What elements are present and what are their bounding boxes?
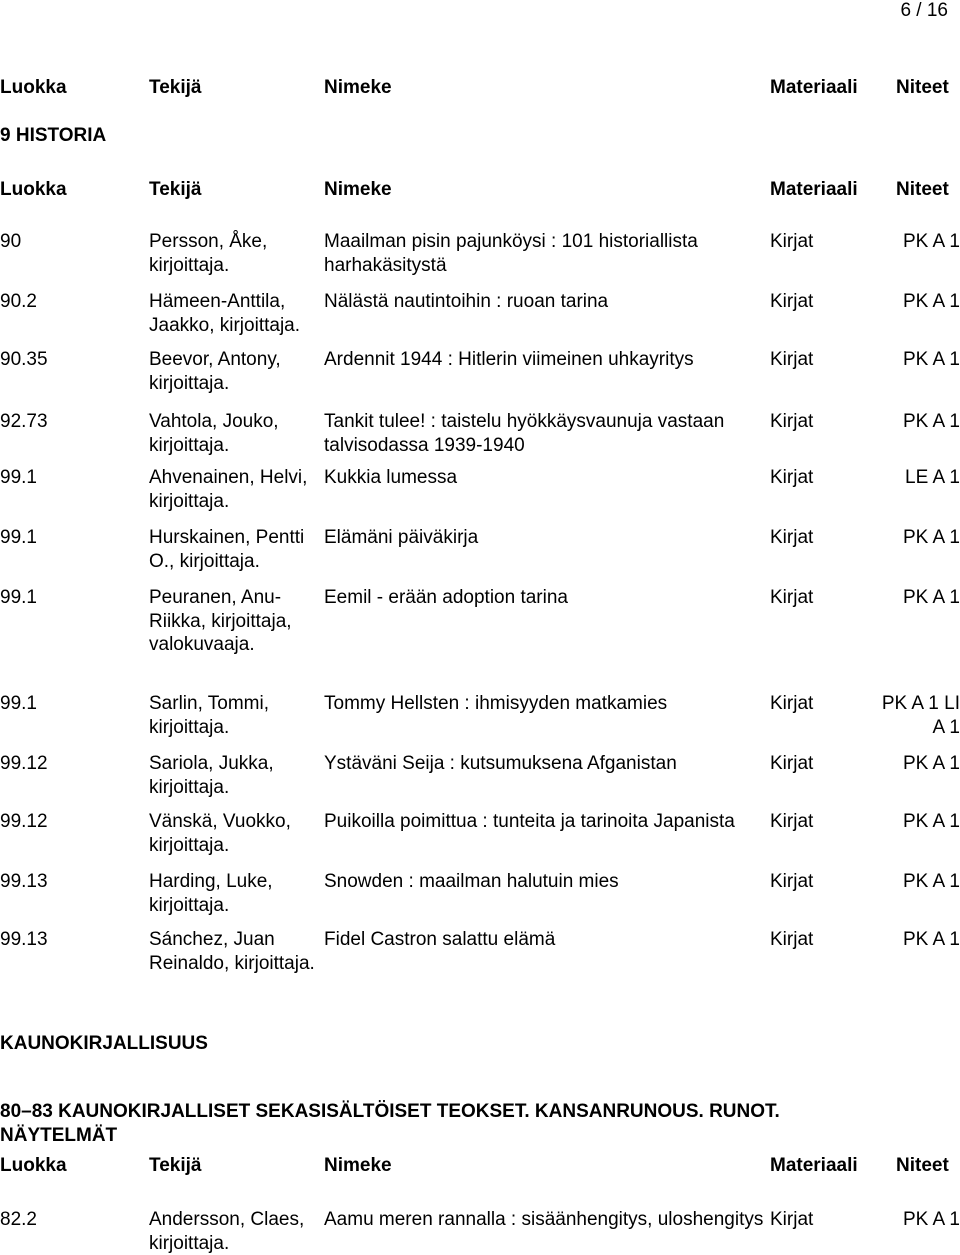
header-niteet: Niteet [896,77,949,98]
cell-notes: PK A 1 [902,527,960,548]
cell-author: Harding, Luke, kirjoittaja. [149,871,273,916]
cell-notes: PK A 1 [902,1209,960,1230]
header-tekija: Tekijä [149,179,202,200]
header-luokka: Luokka [0,1155,67,1176]
cell-notes: PK A 1 [902,753,960,774]
cell-class: 90.35 [0,349,48,370]
section-title-historia: 9 HISTORIA [0,125,107,146]
cell-author: Hämeen-Anttila, Jaakko, kirjoittaja. [149,291,301,336]
cell-notes: PK A 1 [902,587,960,608]
cell-notes: PK A 1 [902,411,960,432]
cell-material: Kirjat [770,411,814,432]
cell-class: 82.2 [0,1209,37,1230]
table-header-top [0,76,960,100]
section-title-kaunokirjallisuus: KAUNOKIRJALLISUUS [0,1033,208,1054]
cell-title: Eemil - erään adoption tarina [324,587,568,608]
cell-author: Peuranen, Anu-Riikka, kirjoittaja, valokuvaaja. [149,587,292,655]
cell-author: Andersson, Claes, kirjoittaja. [149,1209,305,1254]
cell-material: Kirjat [770,587,814,608]
cell-title: Elämäni päiväkirja [324,527,479,548]
cell-notes: LE A 1 [905,467,960,488]
cell-author: Persson, Åke, kirjoittaja. [149,231,268,276]
cell-class: 99.1 [0,527,37,548]
cell-notes: PK A 1 [902,811,960,832]
cell-material: Kirjat [770,693,814,714]
cell-material: Kirjat [770,753,814,774]
cell-class: 99.1 [0,587,37,608]
table-header-kaunokirjallisuus [0,1154,960,1178]
cell-material: Kirjat [770,871,814,892]
cell-class: 99.12 [0,753,48,774]
cell-title: Ystäväni Seija : kutsumuksena Afganistan [324,753,677,774]
cell-class: 90 [0,231,22,252]
cell-notes: PK A 1 LI A 1 [881,693,960,738]
cell-title: Fidel Castron salattu elämä [324,929,556,950]
cell-material: Kirjat [770,811,814,832]
cell-material: Kirjat [770,349,814,370]
header-materiaali: Materiaali [770,179,858,200]
cell-title: Tankit tulee! : taistelu hyökkäysvaunuja vastaan talvisodassa 1939-1940 [324,411,725,456]
header-materiaali: Materiaali [770,77,858,98]
header-nimeke: Nimeke [324,77,392,98]
cell-title: Nälästä nautintoihin : ruoan tarina [324,291,609,312]
cell-notes: PK A 1 [902,871,960,892]
cell-notes: PK A 1 [902,349,960,370]
cell-title: Tommy Hellsten : ihmisyyden matkamies [324,693,668,714]
header-niteet: Niteet [896,179,949,200]
cell-material: Kirjat [770,1209,814,1230]
table-header-historia [0,178,960,202]
cell-material: Kirjat [770,467,814,488]
cell-class: 99.1 [0,467,37,488]
header-niteet: Niteet [896,1155,949,1176]
cell-notes: PK A 1 [902,231,960,252]
header-materiaali: Materiaali [770,1155,858,1176]
cell-material: Kirjat [770,929,814,950]
cell-class: 99.1 [0,693,37,714]
cell-title: Snowden : maailman halutuin mies [324,871,619,892]
header-tekija: Tekijä [149,77,202,98]
cell-title: Maailman pisin pajunköysi : 101 historiallista harhakäsitystä [324,231,698,276]
cell-title: Puikoilla poimittua : tunteita ja tarinoita Japanista [324,811,735,832]
cell-author: Sariola, Jukka, kirjoittaja. [149,753,274,798]
cell-class: 99.12 [0,811,48,832]
cell-material: Kirjat [770,527,814,548]
cell-author: Vänskä, Vuokko, kirjoittaja. [149,811,291,856]
cell-author: Vahtola, Jouko, kirjoittaja. [149,411,279,456]
cell-title: Ardennit 1944 : Hitlerin viimeinen uhkayritys [324,349,694,370]
cell-author: Sarlin, Tommi, kirjoittaja. [149,693,270,738]
subsection-title: 80–83 KAUNOKIRJALLISET SEKASISÄLTÖISET TEOKSET. KANSANRUNOUS. RUNOT. NÄYTELMÄT [0,1101,780,1146]
header-tekija: Tekijä [149,1155,202,1176]
cell-author: Ahvenainen, Helvi, kirjoittaja. [149,467,308,512]
header-nimeke: Nimeke [324,179,392,200]
cell-notes: PK A 1 [902,291,960,312]
cell-notes: PK A 1 [902,929,960,950]
header-luokka: Luokka [0,179,67,200]
header-nimeke: Nimeke [324,1155,392,1176]
cell-author: Sánchez, Juan Reinaldo, kirjoittaja. [149,929,315,974]
cell-class: 99.13 [0,871,48,892]
cell-author: Beevor, Antony, kirjoittaja. [149,349,281,394]
cell-class: 90.2 [0,291,37,312]
cell-title: Aamu meren rannalla : sisäänhengitys, uloshengitys [324,1209,764,1230]
cell-class: 99.13 [0,929,48,950]
cell-author: Hurskainen, Pentti O., kirjoittaja. [149,527,305,572]
cell-material: Kirjat [770,231,814,252]
cell-class: 92.73 [0,411,48,432]
cell-material: Kirjat [770,291,814,312]
header-luokka: Luokka [0,77,67,98]
page-number: 6 / 16 [900,0,948,21]
cell-title: Kukkia lumessa [324,467,458,488]
